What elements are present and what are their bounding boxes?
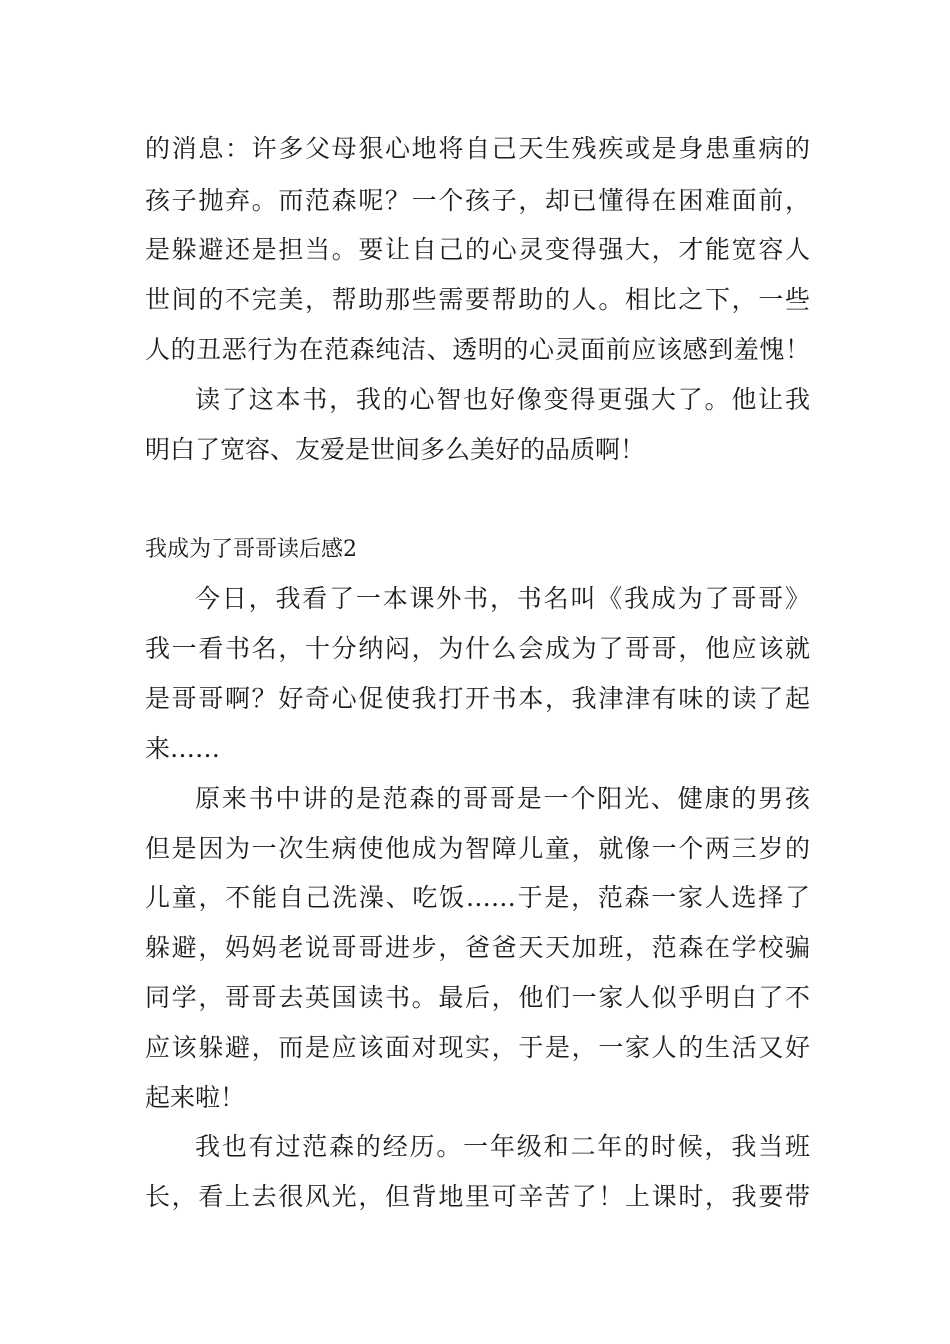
paragraph-start-line: 今日，我看了一本课外书，书名叫《我成为了哥哥》 [195,584,810,613]
text-line: 的消息：许多父母狠心地将自己天生残疾或是身患重病的 [145,134,810,163]
text-line: 长，看上去很风光，但背地里可辛苦了！上课时，我要带 [145,1182,810,1211]
paragraph-start-line: 原来书中讲的是范森的哥哥是一个阳光、健康的男孩 [195,784,810,813]
text-line: 人的丑恶行为在范森纯洁、透明的心灵面前应该感到羞愧！ [145,335,810,364]
text-line: 孩子抛弃。而范森呢？一个孩子，却已懂得在困难面前， [145,186,810,215]
text-line: 同学，哥哥去英国读书。最后，他们一家人似乎明白了不 [145,983,810,1012]
text-line: 但是因为一次生病使他成为智障儿童，就像一个两三岁的 [145,834,810,863]
text-line: 我一看书名，十分纳闷，为什么会成为了哥哥，他应该就 [145,634,810,663]
text-line: 明白了宽容、友爱是世间多么美好的品质啊！ [145,435,646,464]
text-line: 是哥哥啊？好奇心促使我打开书本，我津津有味的读了起 [145,684,810,713]
paragraph-start-line: 读了这本书，我的心智也好像变得更强大了。他让我 [195,385,810,414]
text-line: 是躲避还是担当。要让自己的心灵变得强大，才能宽容人 [145,235,810,264]
paragraph-start-line: 我也有过范森的经历。一年级和二年的时候，我当班 [195,1132,810,1161]
text-line: 躲避，妈妈老说哥哥进步，爸爸天天加班，范森在学校骗 [145,933,810,962]
text-line: 起来啦！ [145,1083,246,1112]
text-line: 世间的不完美，帮助那些需要帮助的人。相比之下，一些 [145,285,810,314]
text-line: 应该躲避，而是应该面对现实，于是，一家人的生活又好 [145,1033,810,1062]
text-line: 儿童，不能自己洗澡、吃饭……于是，范森一家人选择了 [145,883,810,912]
text-line: 来…… [145,734,221,763]
section-title: 我成为了哥哥读后感2 [145,537,357,562]
